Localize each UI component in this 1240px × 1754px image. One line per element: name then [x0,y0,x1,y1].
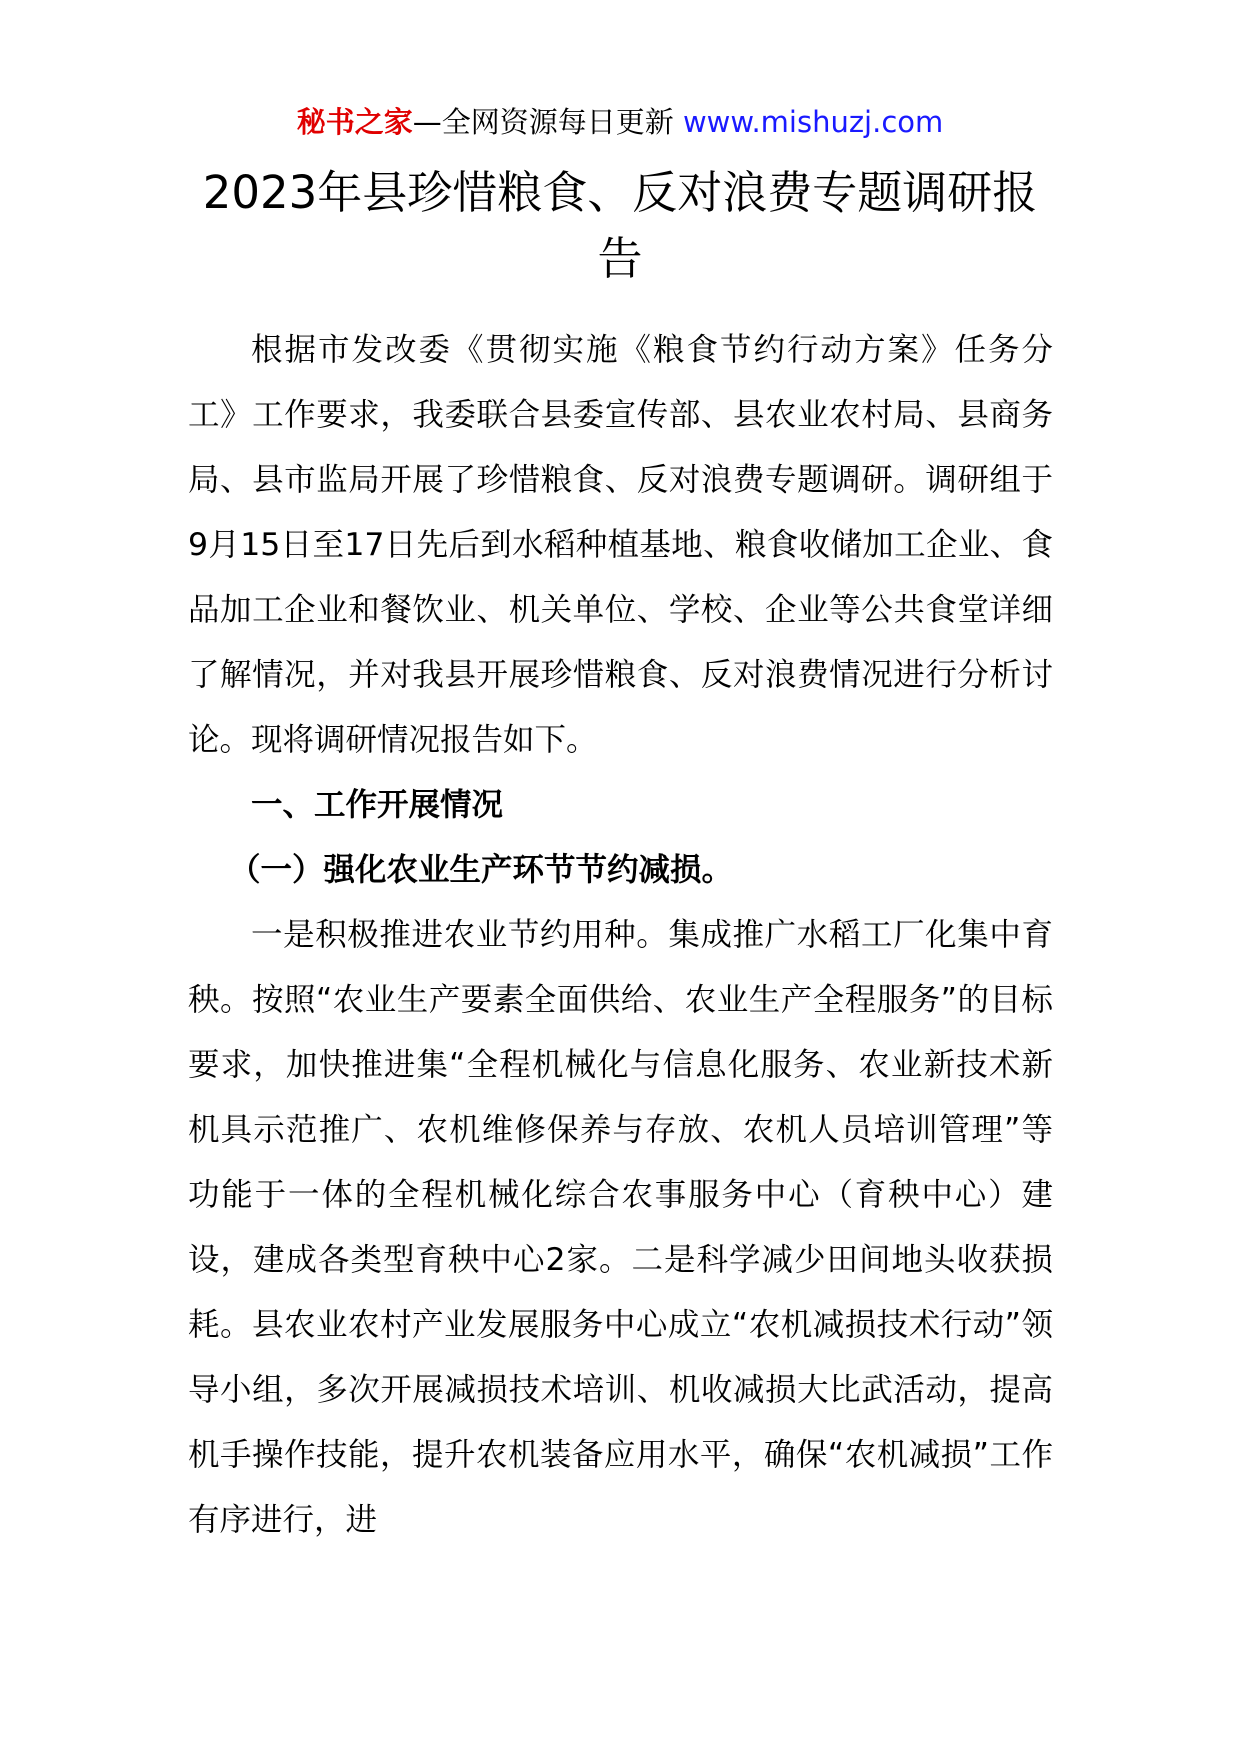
site-url-link[interactable]: www.mishuzj.com [682,105,944,139]
subsection-heading: （一）强化农业生产环节节约减损。 [228,852,733,888]
document-title: 2023年县珍惜粮食、反对浪费专题调研报告 [202,166,1038,285]
section-heading: 一、工作开展情况 [251,787,504,823]
brand-name: 秘书之家 [296,105,413,139]
document-body [188,318,1053,1553]
body-paragraph: 一是积极推进农业节约用种。集成推广水稻工厂化集中育秧。按照“农业生产要素全面供给、农业生产全程服务”的目标要求，加快推进集“全程机械化与信息化服务、农业新技术新机具示范推广、农机维修保养与存放、农机人员培训管理”等功能于一体的全程机械化综合农事服务中心（育秧中心）建设，建成各类型育秧中心2家。二是科学减少田间地头收获损耗。县农业农村产业发展服务中心成立“农机减损技术行动”领导小组，多次开展减损技术培训、机收减损大比武活动，提高机手操作技能，提升农机装备应用水平，确保“农机减损”工作有序进行，进 [188,917,1053,1538]
intro-paragraph: 根据市发改委《贯彻实施《粮食节约行动方案》任务分工》工作要求，我委联合县委宣传部、县农业农村局、县商务局、县市监局开展了珍惜粮食、反对浪费专题调研。调研组于9月15日至17日先后到水稻种植基地、粮食收储加工企业、食品加工企业和餐饮业、机关单位、学校、企业等公共食堂详细了解情况，并对我县开展珍惜粮食、反对浪费情况进行分析讨论。现将调研情况报告如下。 [188,332,1053,758]
banner-slogan: —全网资源每日更新 [412,105,683,139]
site-banner [0,102,1240,142]
